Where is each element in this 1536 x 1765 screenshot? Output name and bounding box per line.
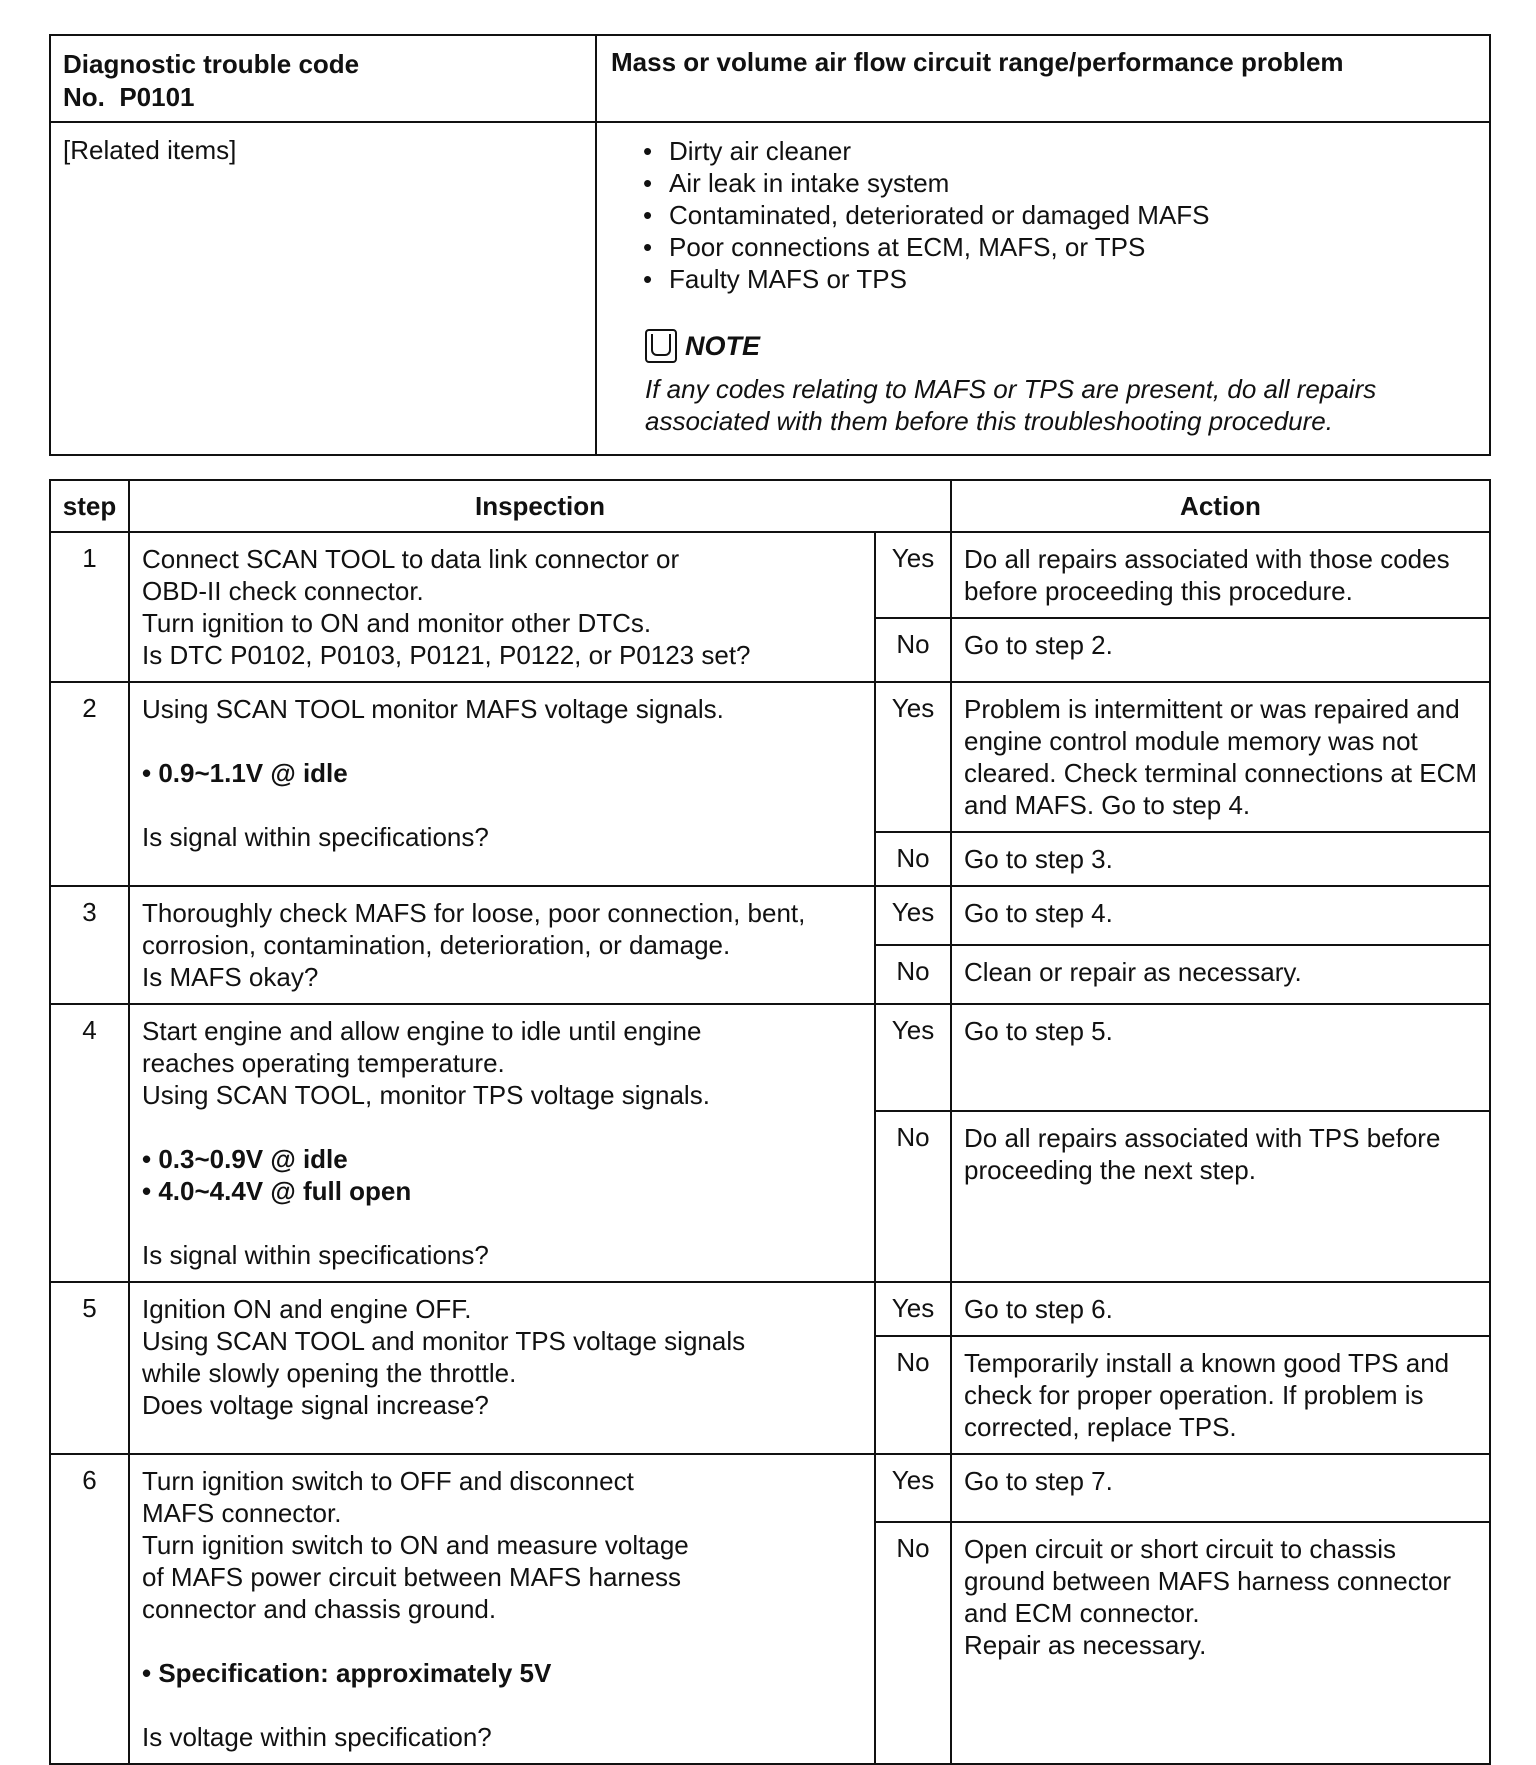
inspection-question: Is signal within specifications? bbox=[142, 822, 489, 852]
no-action-line: Repair as necessary. bbox=[964, 1630, 1207, 1660]
step-number: 6 bbox=[50, 1454, 129, 1764]
dtc-title: Mass or volume air flow circuit range/performance problem bbox=[596, 35, 1490, 122]
step-inspection bbox=[129, 1004, 875, 1282]
step-inspection bbox=[129, 1282, 875, 1454]
related-items-list bbox=[637, 135, 1475, 295]
yes-action: Go to step 4. bbox=[951, 886, 1490, 945]
spec-line: • 4.0~4.4V @ full open bbox=[142, 1176, 412, 1206]
inspection-question: Is voltage within specification? bbox=[142, 1722, 492, 1752]
no-label: No bbox=[875, 945, 951, 1004]
step-number: 4 bbox=[50, 1004, 129, 1282]
inspection-line: Connect SCAN TOOL to data link connector or bbox=[142, 544, 680, 574]
no-action: Clean or repair as necessary. bbox=[951, 945, 1490, 1004]
step-row bbox=[50, 886, 1490, 945]
spec-line: • 0.9~1.1V @ idle bbox=[142, 758, 348, 788]
dtc-code-cell bbox=[50, 35, 596, 122]
no-label: No bbox=[875, 1336, 951, 1454]
note-header bbox=[637, 329, 1475, 363]
related-item: • Air leak in intake system bbox=[637, 167, 1475, 199]
step-number: 5 bbox=[50, 1282, 129, 1454]
inspection-line: Ignition ON and engine OFF. bbox=[142, 1294, 472, 1324]
dtc-code-label: Diagnostic trouble code bbox=[63, 49, 360, 79]
related-items-label: [Related items] bbox=[50, 122, 596, 455]
inspection-line: Start engine and allow engine to idle until engine bbox=[142, 1016, 702, 1046]
inspection-line: Is MAFS okay? bbox=[142, 962, 319, 992]
step-number: 3 bbox=[50, 886, 129, 1004]
dtc-code-number: No. P0101 bbox=[63, 82, 195, 112]
column-header-action: Action bbox=[951, 480, 1490, 532]
spec-line: • Specification: approximately 5V bbox=[142, 1658, 552, 1688]
no-action: Do all repairs associated with TPS before proceeding the next step. bbox=[951, 1111, 1490, 1282]
troubleshooting-steps-table bbox=[49, 479, 1491, 1765]
inspection-line: OBD-II check connector. bbox=[142, 576, 424, 606]
inspection-line: Turn ignition switch to ON and measure voltage bbox=[142, 1530, 689, 1560]
step-inspection bbox=[129, 532, 875, 682]
note-title: NOTE bbox=[685, 331, 761, 361]
no-action: Go to step 2. bbox=[951, 618, 1490, 682]
note-icon bbox=[645, 329, 677, 363]
spec-line: • 0.3~0.9V @ idle bbox=[142, 1144, 348, 1174]
related-items-cell bbox=[596, 122, 1490, 455]
yes-label: Yes bbox=[875, 886, 951, 945]
related-item: • Contaminated, deteriorated or damaged MAFS bbox=[637, 199, 1475, 231]
inspection-line: while slowly opening the throttle. bbox=[142, 1358, 517, 1388]
column-header-step: step bbox=[50, 480, 129, 532]
inspection-line: Thoroughly check MAFS for loose, poor connection, bent, bbox=[142, 898, 806, 928]
inspection-line: Using SCAN TOOL monitor MAFS voltage signals. bbox=[142, 694, 724, 724]
yes-label: Yes bbox=[875, 1282, 951, 1336]
step-row bbox=[50, 1454, 1490, 1522]
yes-action: Go to step 5. bbox=[951, 1004, 1490, 1111]
inspection-question: Is signal within specifications? bbox=[142, 1240, 489, 1270]
no-label: No bbox=[875, 1111, 951, 1282]
related-item: • Faulty MAFS or TPS bbox=[637, 263, 1475, 295]
dtc-header-table bbox=[49, 34, 1491, 456]
yes-label: Yes bbox=[875, 532, 951, 618]
no-action bbox=[951, 1522, 1490, 1764]
step-inspection bbox=[129, 682, 875, 886]
step-number: 1 bbox=[50, 532, 129, 682]
yes-action: Problem is intermittent or was repaired and engine control module memory was not cleared. Check terminal connections at ECM and MAFS. Go to step 4. bbox=[951, 682, 1490, 832]
column-header-inspection: Inspection bbox=[129, 480, 951, 532]
note-text: If any codes relating to MAFS or TPS are present, do all repairs associated with them before this troubleshooting procedure. bbox=[645, 374, 1377, 436]
related-item: • Poor connections at ECM, MAFS, or TPS bbox=[637, 231, 1475, 263]
step-row bbox=[50, 532, 1490, 618]
yes-action: Do all repairs associated with those codes before proceeding this procedure. bbox=[951, 532, 1490, 618]
step-number: 2 bbox=[50, 682, 129, 886]
no-label: No bbox=[875, 618, 951, 682]
step-row bbox=[50, 1282, 1490, 1336]
yes-action: Go to step 7. bbox=[951, 1454, 1490, 1522]
yes-label: Yes bbox=[875, 682, 951, 832]
inspection-line: Turn ignition switch to OFF and disconnect bbox=[142, 1466, 634, 1496]
yes-label: Yes bbox=[875, 1004, 951, 1111]
inspection-line: MAFS connector. bbox=[142, 1498, 342, 1528]
inspection-line: reaches operating temperature. bbox=[142, 1048, 505, 1078]
inspection-line: of MAFS power circuit between MAFS harness bbox=[142, 1562, 681, 1592]
step-inspection bbox=[129, 1454, 875, 1764]
yes-label: Yes bbox=[875, 1454, 951, 1522]
step-row bbox=[50, 1004, 1490, 1111]
inspection-line: Using SCAN TOOL and monitor TPS voltage signals bbox=[142, 1326, 746, 1356]
steps-header-row bbox=[50, 480, 1490, 532]
inspection-line: Turn ignition to ON and monitor other DTCs. bbox=[142, 608, 652, 638]
no-action: Go to step 3. bbox=[951, 832, 1490, 886]
inspection-line: Using SCAN TOOL, monitor TPS voltage signals. bbox=[142, 1080, 710, 1110]
inspection-line: corrosion, contamination, deterioration, or damage. bbox=[142, 930, 731, 960]
no-label: No bbox=[875, 1522, 951, 1764]
inspection-line: connector and chassis ground. bbox=[142, 1594, 497, 1624]
yes-action: Go to step 6. bbox=[951, 1282, 1490, 1336]
related-item: • Dirty air cleaner bbox=[637, 135, 1475, 167]
no-action-line: Open circuit or short circuit to chassis ground between MAFS harness connector and ECM connector. bbox=[964, 1534, 1452, 1628]
inspection-line: Does voltage signal increase? bbox=[142, 1390, 489, 1420]
inspection-line: Is DTC P0102, P0103, P0121, P0122, or P0123 set? bbox=[142, 640, 751, 670]
step-row bbox=[50, 682, 1490, 832]
step-inspection bbox=[129, 886, 875, 1004]
no-action: Temporarily install a known good TPS and check for proper operation. If problem is corrected, replace TPS. bbox=[951, 1336, 1490, 1454]
no-label: No bbox=[875, 832, 951, 886]
